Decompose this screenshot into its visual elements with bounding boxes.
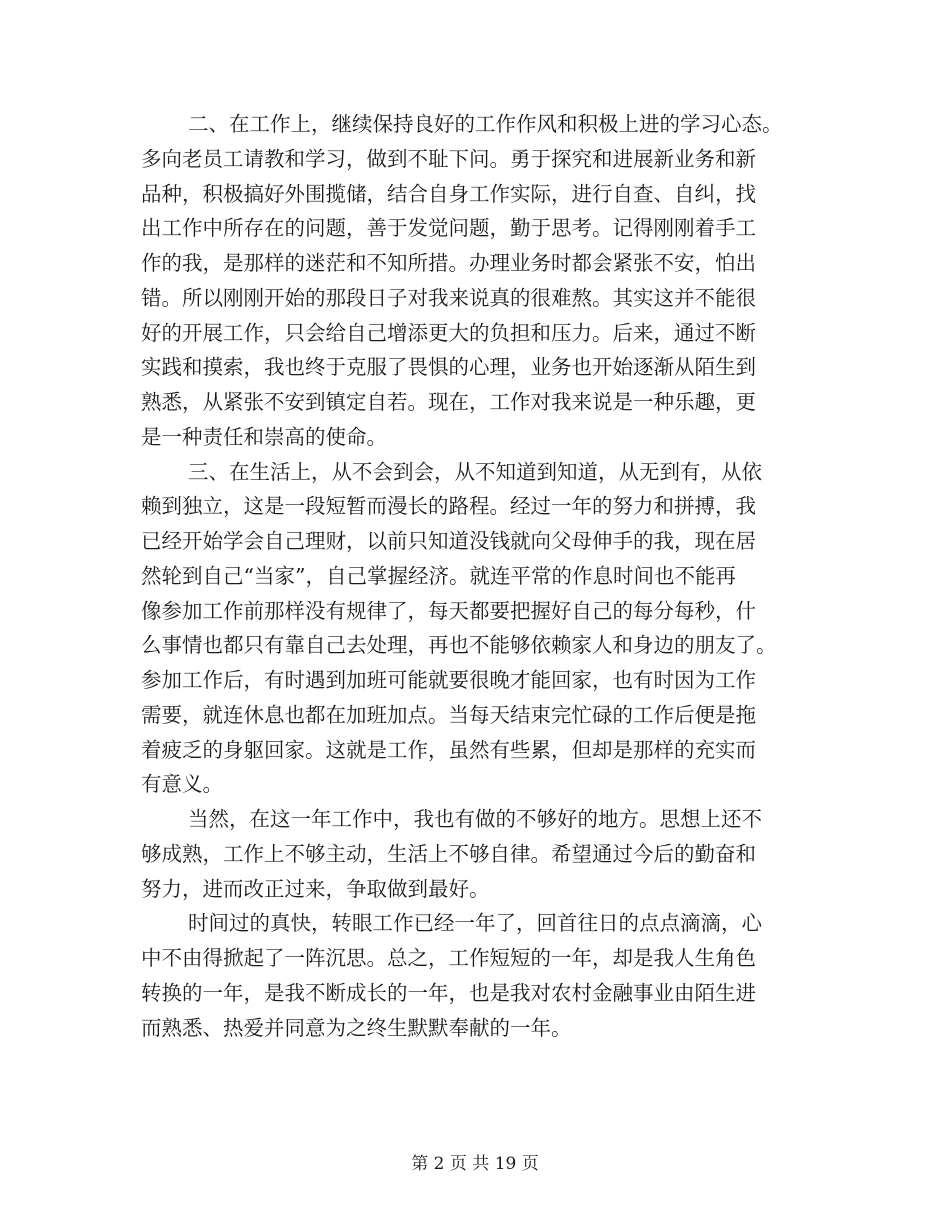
paragraph-first-line: 时间过的真快，转眼工作已经一年了，回首往日的点点滴滴，心 [188, 911, 762, 936]
paragraph-line: 是一种责任和崇高的使命。 [141, 424, 387, 449]
paragraph-line: 参加工作后，有时遇到加班可能就要很晚才能回家，也有时因为工作 [141, 668, 756, 692]
paragraph-line: 错。所以刚刚开始的那段日子对我来说真的很难熬。其实这并不能很 [141, 285, 756, 310]
paragraph-first-line: 三、在生活上，从不会到会，从不知道到知道，从无到有，从依 [188, 459, 762, 484]
paragraph-line: 熟悉，从紧张不安到镇定自若。现在，工作对我来说是一种乐趣，更 [141, 390, 756, 414]
paragraph-line: 着疲乏的身躯回家。这就是工作，虽然有些累，但却是那样的充实而 [141, 737, 756, 762]
paragraph-line: 转换的一年，是我不断成长的一年，也是我对农村金融事业由陌生进 [141, 980, 756, 1005]
paragraph-line: 够成熟，工作上不够主动，生活上不够自律。希望通过今后的勤奋和 [141, 841, 756, 866]
paragraph-line: 作的我，是那样的迷茫和不知所措。办理业务时都会紧张不安，怕出 [141, 251, 756, 275]
paragraph-line: 么事情也都只有靠自己去处理，再也不能够依赖家人和身边的朋友了。 [141, 633, 777, 658]
paragraph-line: 赖到独立，这是一段短暂而漫长的路程。经过一年的努力和拼搏，我 [141, 494, 756, 519]
paragraph-line: 而熟悉、热爱并同意为之终生默默奉献的一年。 [141, 1015, 572, 1040]
paragraph-line: 已经开始学会自己理财，以前只知道没钱就向父母伸手的我，现在居 [141, 529, 756, 553]
paragraph-line: 品种，积极搞好外围揽储，结合自身工作实际，进行自查、自纠，找 [141, 181, 756, 206]
paragraph-line: 努力，进而改正过来，争取做到最好。 [141, 876, 490, 901]
paragraph-line: 像参加工作前那样没有规律了，每天都要把握好自己的每分每秒，什 [141, 598, 756, 623]
paragraph-line: 多向老员工请教和学习，做到不耻下问。勇于探究和进展新业务和新 [141, 146, 756, 171]
paragraph-line: 实践和摸索，我也终于克服了畏惧的心理，业务也开始逐渐从陌生到 [141, 355, 756, 380]
paragraph-line: 有意义。 [141, 772, 223, 797]
paragraph-line: 需要，就连休息也都在加班加点。当每天结束完忙碌的工作后便是拖 [141, 702, 756, 727]
paragraph-line: 中不由得掀起了一阵沉思。总之，工作短短的一年，却是我人生角色 [141, 946, 756, 970]
paragraph-line: 好的开展工作，只会给自己增添更大的负担和压力。后来，通过不断 [141, 320, 756, 345]
page-footer: 第 2 页 共 19 页 [411, 1154, 539, 1174]
paragraph-first-line: 当然，在这一年工作中，我也有做的不够好的地方。思想上还不 [188, 807, 762, 831]
paragraph-first-line: 二、在工作上，继续保持良好的工作作风和积极上进的学习心态。 [188, 112, 783, 136]
paragraph-line: 然轮到自己“当家”，自己掌握经济。就连平常的作息时间也不能再 [141, 563, 736, 588]
paragraph-line: 出工作中所存在的问题，善于发觉问题，勤于思考。记得刚刚着手工 [141, 216, 756, 241]
